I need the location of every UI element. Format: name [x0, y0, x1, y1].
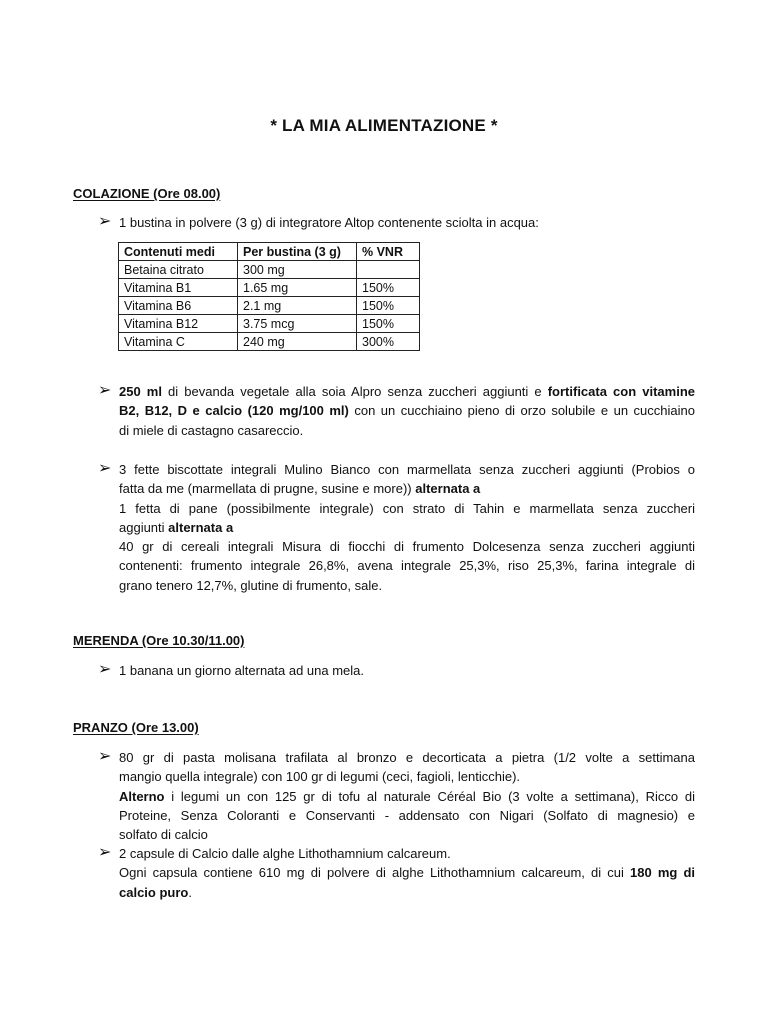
table-cell: Vitamina B1 — [119, 279, 238, 297]
bullet-arrow-icon: ➢ — [98, 748, 112, 765]
table-cell: 150% — [357, 297, 420, 315]
table-cell: 300 mg — [238, 261, 357, 279]
table-cell: 150% — [357, 315, 420, 333]
table-cell: 2.1 mg — [238, 297, 357, 315]
table-row — [119, 297, 420, 315]
table-cell: 240 mg — [238, 333, 357, 351]
table-cell — [357, 261, 420, 279]
table-cell: Vitamina B12 — [119, 315, 238, 333]
merenda-item: 1 banana un giorno alternata ad una mela. — [119, 663, 365, 678]
bullet-arrow-icon: ➢ — [98, 460, 112, 477]
table-cell: 150% — [357, 279, 420, 297]
colazione-item-altop: 1 bustina in polvere (3 g) di integratore Altop contenente sciolta in acqua: — [119, 215, 539, 230]
table-cell: 1.65 mg — [238, 279, 357, 297]
page-title: * LA MIA ALIMENTAZIONE * — [270, 116, 498, 135]
section-heading-pranzo: PRANZO (Ore 13.00) — [73, 720, 199, 735]
table-header-row — [119, 243, 420, 261]
section-heading-merenda: MERENDA (Ore 10.30/11.00) — [73, 633, 245, 648]
pranzo-item-calcio: 2 capsule di Calcio dalle alghe Lithothamnium calcareum. Ogni capsula contiene 610 mg di polvere di alghe Lithothamnium calcareum, di cui 180 mg di calcio puro. — [119, 846, 696, 900]
table-cell: Vitamina B6 — [119, 297, 238, 315]
table-row — [119, 261, 420, 279]
colazione-item-alpro: 250 ml di bevanda vegetale alla soia Alpro senza zuccheri aggiunti e fortificata con vitamine B2, B12, D e calcio (120 mg/100 ml) con un cucchiaino pieno di orzo solubile e un cucchiaino di miele di castagno casareccio. — [119, 384, 695, 438]
section-heading-colazione: COLAZIONE (Ore 08.00) — [73, 186, 221, 201]
table-cell: 300% — [357, 333, 420, 351]
colazione-item-alternatives: 3 fette biscottate integrali Mulino Bianco con marmellata senza zuccheri aggiunti (Probios o fatta da me (marmellata di prugne, susine e more)) alternata a 1 fetta di pane (possibilmente integrale) con strato di Tahin e marmellata senza zuccheri aggiunti alternata a 40 gr di cereali integrali Misura di fiocchi di frumento Dolcesenza senza zuccheri aggiunti contenenti: frumento integrale 26,8%, avena integrale 25,3%, riso 25,3%, farina integrale di grano tenero 12,7%, glutine di frumento, sale. — [119, 462, 695, 593]
bullet-arrow-icon: ➢ — [98, 661, 112, 678]
bullet-arrow-icon: ➢ — [98, 382, 112, 399]
table-header-cell: Per bustina (3 g) — [238, 243, 357, 261]
table-row — [119, 279, 420, 297]
bullet-arrow-icon: ➢ — [98, 213, 112, 230]
table-row — [119, 333, 420, 351]
bullet-arrow-icon: ➢ — [98, 844, 112, 861]
table-cell: Vitamina C — [119, 333, 238, 351]
table-row — [119, 315, 420, 333]
nutrition-table — [118, 242, 420, 351]
table-header-cell: % VNR — [357, 243, 420, 261]
table-cell: Betaina citrato — [119, 261, 238, 279]
table-header-cell: Contenuti medi — [119, 243, 238, 261]
table-cell: 3.75 mcg — [238, 315, 357, 333]
pranzo-item-pasta: 80 gr di pasta molisana trafilata al bronzo e decorticata a pietra (1/2 volte a settimana mangio quella integrale) con 100 gr di legumi (ceci, fagioli, lenticchie). Alterno i legumi un con 125 gr di tofu al naturale Céréal Bio (3 volte a settimana), Ricco di Proteine, Senza Coloranti e Conservanti - addensato con Nigari (Solfato di magnesio) e solfato di calcio — [119, 750, 695, 843]
